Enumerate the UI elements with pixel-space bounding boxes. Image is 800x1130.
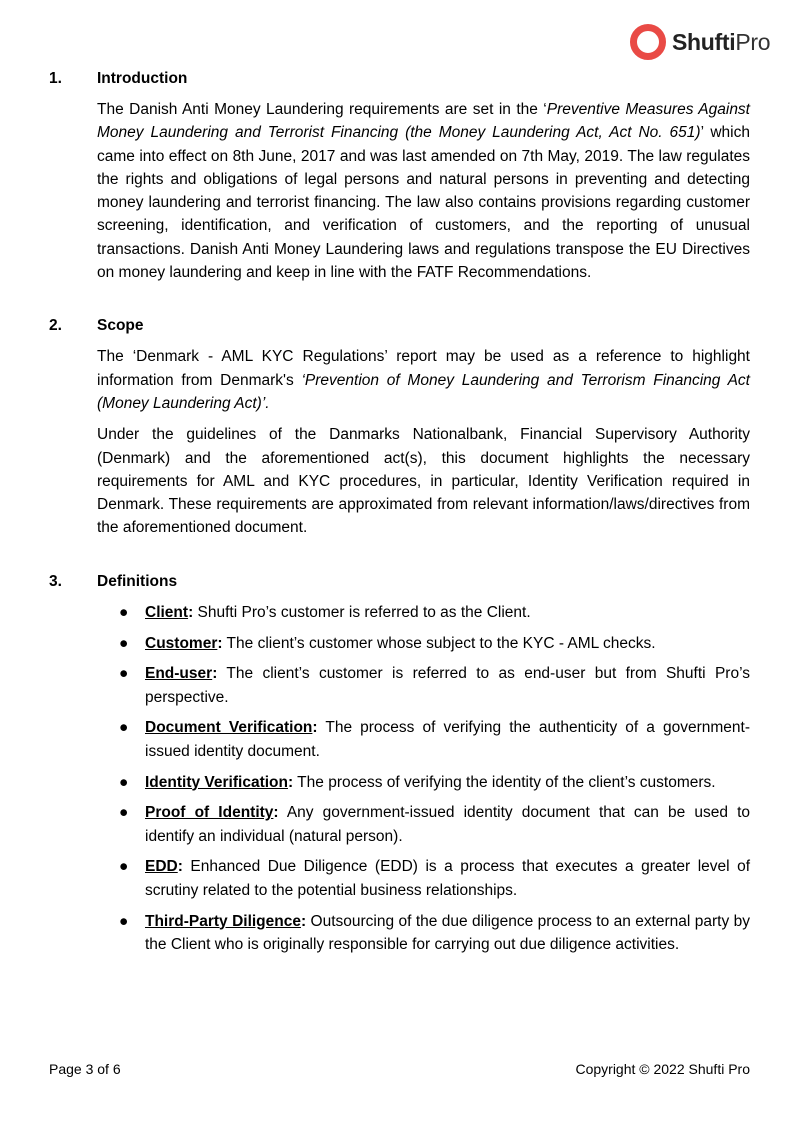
bullet-icon: ● [119,665,129,683]
definition-term: EDD [145,858,178,876]
bullet-icon: ● [119,912,129,930]
bullet-icon: ● [119,773,129,791]
section-introduction [49,68,750,284]
section-title: Definitions [97,572,178,590]
list-item: ● End-user: The client’s customer is referred to as end-user but from Shufti Pro’s perspective. [114,662,750,709]
definition-text: The client’s customer is referred to as end-user but from Shufti Pro’s perspective. [145,665,750,706]
list-item: ● Document Verification: The process of verifying the authenticity of a government-issued identity document. [114,716,750,763]
list-item: ● Proof of Identity: Any government-issued identity document that can be used to identify an individual (natural person). [114,801,750,848]
definition-term: Client [145,603,189,621]
definition-term: End-user [145,665,213,683]
section-scope [49,315,750,539]
section-number: 3. [49,572,62,590]
list-item: ● Third-Party Diligence: Outsourcing of the due diligence process to an external party by the Client who is originally responsible for carrying out due diligence activities. [114,910,750,957]
section-number: 2. [49,317,62,335]
bullet-icon: ● [119,804,129,822]
intro-paragraph: The Danish Anti Money Laundering requirements are set in the ‘Preventive Measures Against Money Laundering and Terrorist Financing (the Money Laundering Act, Act No. 651)’ which came into effect on 8th June, 2017 and was last amended on 7th May, 2019. The law regulates the rights and obligations of legal persons and natural persons in preventing and detecting money laundering and terrorist financing. The law also contains provisions regarding customer screening, identification, and verification of customers, and the reporting of unusual transactions. Danish Anti Money Laundering laws and regulations transpose the EU Directives on money laundering and keep in line with the FATF Recommendations. [97,101,750,282]
logo-wordmark: ShuftiPro [672,28,771,55]
section-title: Scope [97,317,144,335]
page-footer [49,1061,750,1077]
definition-text: The process of verifying the identity of the client’s customers. [293,773,716,791]
definition-text: Outsourcing of the due diligence process to an external party by the Client who is originally responsible for carrying out due diligence activities. [145,912,750,953]
definition-text: The process of verifying the authenticity of a government-issued identity document. [145,719,750,760]
section-number: 1. [49,70,62,87]
definition-text: Shufti Pro’s customer is referred to as the Client. [193,603,531,621]
definition-term: Document Verification [145,719,313,737]
shufti-pro-logo-icon [628,22,668,62]
bullet-icon: ● [119,719,129,737]
page-number: Page 3 of 6 [49,1061,121,1077]
definition-term: Proof of Identity [145,804,274,822]
definitions-list [49,601,750,956]
section-title: Introduction [97,70,188,87]
list-item: ● Client: Shufti Pro’s customer is referred to as the Client. [114,601,750,624]
shufti-pro-logo [628,22,770,62]
section-definitions [49,571,750,956]
list-item: ● Customer: The client’s customer whose subject to the KYC - AML checks. [114,632,750,655]
scope-paragraph-1: The ‘Denmark - AML KYC Regulations’ report may be used as a reference to highlight information from Denmark's ‘Prevention of Money Laundering and Terrorism Financing Act (Money Laundering Act)’. [97,348,750,412]
section-heading [49,315,750,337]
definition-text: Any government-issued identity document that can be used to identify an individual (natural person). [145,804,750,845]
section-heading [49,571,750,593]
bullet-icon: ● [119,634,129,652]
document-body [49,68,750,964]
bullet-icon: ● [119,603,129,621]
definition-text: Enhanced Due Diligence (EDD) is a process that executes a greater level of scrutiny related to the potential business relationships. [145,858,750,899]
definition-term: Customer [145,634,218,652]
definition-text: The client’s customer whose subject to the KYC - AML checks. [222,634,656,652]
section-heading [49,68,750,90]
copyright-notice: Copyright © 2022 Shufti Pro [575,1061,750,1077]
list-item: ● Identity Verification: The process of verifying the identity of the client’s customers. [114,771,750,794]
list-item: ● EDD: Enhanced Due Diligence (EDD) is a process that executes a greater level of scrutiny related to the potential business relationships. [114,855,750,902]
scope-paragraph-2: Under the guidelines of the Danmarks Nationalbank, Financial Supervisory Authority (Denmark) and the aforementioned act(s), this document highlights the necessary requirements for AML and KYC procedures, in particular, Identity Verification required in Denmark. These requirements are approximated from relevant information/laws/directives from the aforementioned document. [97,426,750,537]
definition-term: Identity Verification [145,773,288,791]
definition-term: Third-Party Diligence [145,912,301,930]
bullet-icon: ● [119,858,129,876]
